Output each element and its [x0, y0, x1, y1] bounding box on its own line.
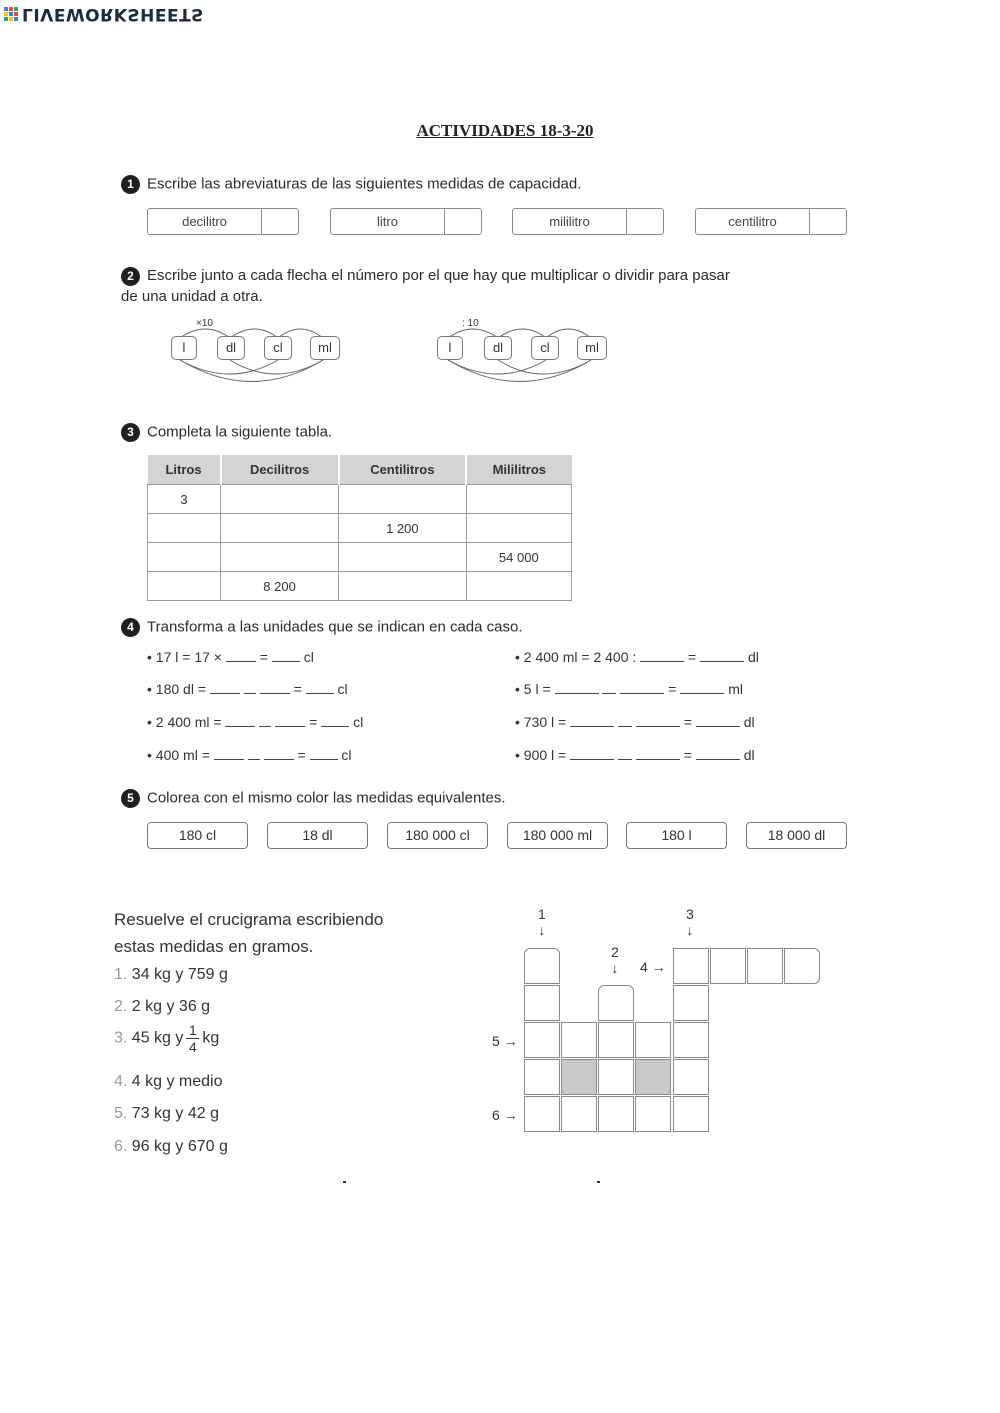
- capacity-table: [147, 455, 572, 601]
- ex1-prompt: [121, 175, 581, 194]
- conversion-unit: dl: [748, 649, 759, 665]
- answer-blank[interactable]: [618, 747, 632, 760]
- table-cell[interactable]: 1 200: [339, 514, 466, 543]
- abbr-box-mililitro[interactable]: [512, 208, 664, 235]
- arrow-bottom-dl-ml: [498, 360, 591, 374]
- table-header-row: [148, 455, 572, 485]
- divide-label: : 10: [462, 318, 479, 329]
- crossword-cell-shaded: [561, 1059, 597, 1095]
- answer-blank[interactable]: [248, 747, 260, 760]
- ex3-prompt: [121, 423, 332, 442]
- table-cell[interactable]: [466, 514, 571, 543]
- abbr-box-litro[interactable]: [330, 208, 482, 235]
- page-title: ACTIVIDADES 18-3-20: [416, 121, 594, 140]
- answer-blank[interactable]: [272, 649, 300, 662]
- conversion-unit: cl: [341, 747, 352, 763]
- arrow-right-icon: →: [503, 1107, 518, 1123]
- crossword-cell[interactable]: [635, 1022, 671, 1058]
- crossword-cell[interactable]: [784, 948, 820, 984]
- diagram-left-box-dl: dl: [217, 336, 245, 360]
- answer-blank[interactable]: [570, 714, 614, 727]
- table-cell[interactable]: [339, 485, 466, 514]
- clue-number: 4.: [114, 1073, 128, 1090]
- logo-text: LIVEWORKSHEETS: [22, 4, 204, 24]
- ex2-prompt-line2: de una unidad a otra.: [121, 288, 263, 305]
- diagram-left-box-l: l: [171, 336, 197, 360]
- stray-mark: [343, 1181, 346, 1183]
- answer-blank[interactable]: [618, 714, 632, 727]
- ex5-number: 5: [121, 789, 140, 808]
- answer-blank[interactable]: [640, 649, 684, 662]
- table-cell[interactable]: [466, 485, 571, 514]
- conversion-start: 2 400 ml =: [155, 714, 222, 730]
- clue-label-4-across: [640, 959, 666, 975]
- crossword-cell[interactable]: [673, 1022, 709, 1058]
- col-header-decilitros: Decilitros: [221, 455, 339, 485]
- crossword-cell[interactable]: [747, 948, 783, 984]
- conversion-unit: cl: [353, 714, 364, 730]
- crossword-clue-3: [114, 1022, 219, 1055]
- answer-blank[interactable]: [259, 714, 271, 727]
- abbr-answer-slot[interactable]: [809, 209, 846, 234]
- equals-sign: =: [683, 747, 692, 763]
- table-cell[interactable]: [148, 543, 221, 572]
- crossword-cell[interactable]: [524, 1059, 560, 1095]
- ex5-prompt-text: Colorea con el mismo color las medidas equivalentes.: [147, 789, 506, 807]
- arrow-right-icon: →: [651, 959, 666, 975]
- clue-label-3-down: [686, 906, 694, 938]
- clue-label: 3: [686, 906, 694, 922]
- ex4-prompt-text: Transforma a las unidades que se indican en cada caso.: [147, 618, 523, 636]
- crossword-clue-1: [114, 966, 228, 984]
- answer-blank[interactable]: [214, 747, 244, 760]
- logo: [4, 4, 204, 24]
- conversion-start: 5 l =: [523, 681, 551, 697]
- equals-sign: =: [259, 649, 268, 665]
- answer-blank[interactable]: [225, 714, 255, 727]
- answer-blank[interactable]: [226, 649, 256, 662]
- conversion-unit: cl: [337, 681, 348, 697]
- arrow-down-icon: ↓: [538, 922, 546, 938]
- bullet: •: [515, 681, 520, 697]
- clue-label: 5: [492, 1033, 500, 1049]
- table-cell[interactable]: [148, 514, 221, 543]
- measure-box-4[interactable]: 180 000 ml: [507, 822, 608, 849]
- conversion-start: 900 l =: [523, 747, 567, 763]
- clue-label-2-down: [611, 944, 619, 976]
- answer-blank[interactable]: [260, 681, 290, 694]
- clue-number: 6.: [114, 1138, 128, 1155]
- logo-icon: [4, 7, 18, 21]
- table-cell[interactable]: 54 000: [466, 543, 571, 572]
- answer-blank[interactable]: [602, 681, 616, 694]
- ex1-prompt-text: Escribe las abreviaturas de las siguientes medidas de capacidad.: [147, 175, 582, 193]
- table-cell[interactable]: [148, 572, 221, 601]
- measure-box-2[interactable]: 18 dl: [267, 822, 368, 849]
- crossword-cell[interactable]: [673, 1059, 709, 1095]
- multiply-label: ×10: [196, 318, 213, 329]
- stray-mark: [597, 1181, 600, 1183]
- ex4-prompt: [121, 618, 523, 637]
- bullet: •: [147, 747, 152, 763]
- table-cell[interactable]: 3: [148, 485, 221, 514]
- answer-blank[interactable]: [321, 714, 349, 727]
- diagram-right-box-ml: ml: [577, 336, 607, 360]
- answer-blank[interactable]: [636, 747, 680, 760]
- crossword-intro-line1: Resuelve el crucigrama escribiendo: [114, 910, 384, 929]
- ex1-number: 1: [121, 175, 140, 194]
- conversion-unit: cl: [303, 649, 314, 665]
- bullet: •: [147, 649, 152, 665]
- crossword-cell[interactable]: [598, 1022, 634, 1058]
- crossword-cell[interactable]: [598, 985, 634, 1021]
- crossword-cell[interactable]: [598, 1096, 634, 1132]
- bullet: •: [515, 649, 520, 665]
- conversion-start: 400 ml =: [155, 747, 210, 763]
- bullet: •: [147, 681, 152, 697]
- crossword-clue-4: [114, 1073, 223, 1091]
- clue-text: 2 kg y 36 g: [131, 998, 211, 1015]
- abbr-box-decilitro[interactable]: [147, 208, 299, 235]
- diagram-right-box-dl: dl: [484, 336, 512, 360]
- crossword-clue-2: [114, 998, 210, 1016]
- conversion-row-left-3: [147, 714, 363, 730]
- arrow-down-icon: ↓: [611, 960, 619, 976]
- abbr-answer-slot[interactable]: [444, 209, 481, 234]
- table-cell[interactable]: 8 200: [221, 572, 339, 601]
- crossword-cell[interactable]: [710, 948, 746, 984]
- clue-label-6-across: [492, 1107, 518, 1123]
- arrow-bottom-l-cl: [180, 360, 278, 374]
- clue-text: 34 kg y 759 g: [131, 966, 228, 983]
- answer-blank[interactable]: [570, 747, 614, 760]
- conversion-start: 17 l = 17 ×: [155, 649, 222, 665]
- table-cell[interactable]: [221, 543, 339, 572]
- conversion-row-right-2: [515, 681, 743, 697]
- arrow-right-icon: →: [503, 1033, 518, 1049]
- abbr-label: mililitro: [549, 214, 590, 229]
- conversion-start: 180 dl =: [155, 681, 207, 697]
- equals-sign: =: [297, 747, 306, 763]
- clue-number: 3.: [114, 1029, 128, 1047]
- clue-text: 73 kg y 42 g: [131, 1105, 219, 1122]
- clue-text: 96 kg y 670 g: [131, 1138, 228, 1155]
- fraction-numerator: 1: [188, 1022, 197, 1038]
- col-header-mililitros: Mililitros: [466, 455, 571, 485]
- answer-blank[interactable]: [275, 714, 305, 727]
- crossword-cell[interactable]: [524, 1096, 560, 1132]
- abbr-answer-slot[interactable]: [261, 209, 298, 234]
- measure-box-5[interactable]: 180 l: [626, 822, 727, 849]
- conversion-row-left-2: [147, 681, 348, 697]
- clue-label: 6: [492, 1107, 500, 1123]
- fraction: [186, 1022, 199, 1055]
- conversion-unit: dl: [743, 714, 755, 730]
- clue-text: 45 kg y: [131, 1029, 184, 1047]
- answer-blank[interactable]: [680, 681, 724, 694]
- equals-sign: =: [668, 681, 677, 697]
- answer-blank[interactable]: [244, 681, 256, 694]
- conversion-start: 730 l =: [523, 714, 567, 730]
- equals-sign: =: [309, 714, 318, 730]
- table-cell[interactable]: [466, 572, 571, 601]
- crossword-cell[interactable]: [673, 985, 709, 1021]
- equals-sign: =: [683, 714, 692, 730]
- crossword-cell[interactable]: [673, 1096, 709, 1132]
- bullet: •: [147, 714, 152, 730]
- table-cell[interactable]: [339, 543, 466, 572]
- conversion-unit: dl: [743, 747, 755, 763]
- table-cell[interactable]: [221, 514, 339, 543]
- arrow-bottom-l-cl: [448, 360, 546, 374]
- conversion-row-right-1: [515, 649, 759, 665]
- conversion-row-left-1: [147, 649, 314, 665]
- answer-blank[interactable]: [700, 649, 744, 662]
- clue-label-1-down: [538, 906, 546, 938]
- bullet: •: [515, 714, 520, 730]
- crossword-cell[interactable]: [524, 1022, 560, 1058]
- crossword-clue-5: [114, 1105, 219, 1123]
- answer-blank[interactable]: [310, 747, 338, 760]
- diagram-right-box-cl: cl: [531, 336, 559, 360]
- ex3-number: 3: [121, 423, 140, 442]
- ex3-prompt-text: Completa la siguiente tabla.: [147, 423, 333, 441]
- table-row: [148, 543, 572, 572]
- fraction-denominator: 4: [188, 1039, 197, 1055]
- table-cell[interactable]: [339, 572, 466, 601]
- col-header-litros: Litros: [148, 455, 221, 485]
- crossword-clue-6: [114, 1138, 228, 1156]
- crossword-cell-shaded: [635, 1059, 671, 1095]
- clue-number: 5.: [114, 1105, 128, 1122]
- clue-text-suffix: kg: [202, 1029, 220, 1047]
- crossword-cell[interactable]: [598, 1059, 634, 1095]
- equals-sign: =: [293, 681, 302, 697]
- crossword-cell[interactable]: [635, 1096, 671, 1132]
- diagram-right-box-l: l: [437, 336, 463, 360]
- crossword-intro: [114, 906, 383, 960]
- abbr-box-centilitro[interactable]: [695, 208, 847, 235]
- conversion-row-left-4: [147, 747, 352, 763]
- table-row: [148, 485, 572, 514]
- crossword-cell[interactable]: [561, 1022, 597, 1058]
- bullet: •: [515, 747, 520, 763]
- table-row: [148, 572, 572, 601]
- conversion-start: 2 400 ml = 2 400 :: [523, 649, 637, 665]
- clue-label: 4: [640, 959, 648, 975]
- crossword-cell[interactable]: [524, 985, 560, 1021]
- abbr-answer-slot[interactable]: [626, 209, 663, 234]
- ex2-number: 2: [121, 267, 140, 286]
- answer-blank[interactable]: [696, 714, 740, 727]
- crossword-cell[interactable]: [524, 948, 560, 984]
- crossword-cell[interactable]: [561, 1096, 597, 1132]
- ex4-number: 4: [121, 618, 140, 637]
- col-header-centilitros: Centilitros: [339, 455, 466, 485]
- answer-blank[interactable]: [696, 747, 740, 760]
- conversion-row-right-3: [515, 714, 755, 730]
- clue-number: 2.: [114, 998, 128, 1015]
- abbr-label: decilitro: [182, 214, 227, 229]
- ex5-prompt: [121, 789, 506, 808]
- arrow-down-icon: ↓: [686, 922, 694, 938]
- crossword-cell[interactable]: [673, 948, 709, 984]
- measure-box-1[interactable]: 180 cl: [147, 822, 248, 849]
- answer-blank[interactable]: [620, 681, 664, 694]
- answer-blank[interactable]: [210, 681, 240, 694]
- clue-label: 1: [538, 906, 546, 922]
- crossword-intro-line2: estas medidas en gramos.: [114, 937, 314, 956]
- ex2-prompt-line1: Escribe junto a cada flecha el número por el que hay que multiplicar o dividir para pasar: [147, 267, 730, 284]
- measure-box-3[interactable]: 180 000 cl: [387, 822, 488, 849]
- answer-blank[interactable]: [306, 681, 334, 694]
- diagram-left-box-ml: ml: [310, 336, 340, 360]
- arrow-bottom-dl-ml: [230, 360, 323, 374]
- table-cell[interactable]: [221, 485, 339, 514]
- clue-label-5-across: [492, 1033, 518, 1049]
- answer-blank[interactable]: [636, 714, 680, 727]
- clue-label: 2: [611, 944, 619, 960]
- measure-box-6[interactable]: 18 000 dl: [746, 822, 847, 849]
- abbr-label: centilitro: [728, 214, 777, 229]
- conversion-unit: ml: [728, 681, 743, 697]
- answer-blank[interactable]: [555, 681, 599, 694]
- clue-number: 1.: [114, 966, 128, 983]
- ex2-prompt: [121, 265, 730, 307]
- clue-text: 4 kg y medio: [131, 1073, 223, 1090]
- diagram-left-box-cl: cl: [264, 336, 292, 360]
- equals-sign: =: [688, 649, 697, 665]
- abbr-label: litro: [377, 214, 398, 229]
- table-row: [148, 514, 572, 543]
- conversion-row-right-4: [515, 747, 755, 763]
- answer-blank[interactable]: [264, 747, 294, 760]
